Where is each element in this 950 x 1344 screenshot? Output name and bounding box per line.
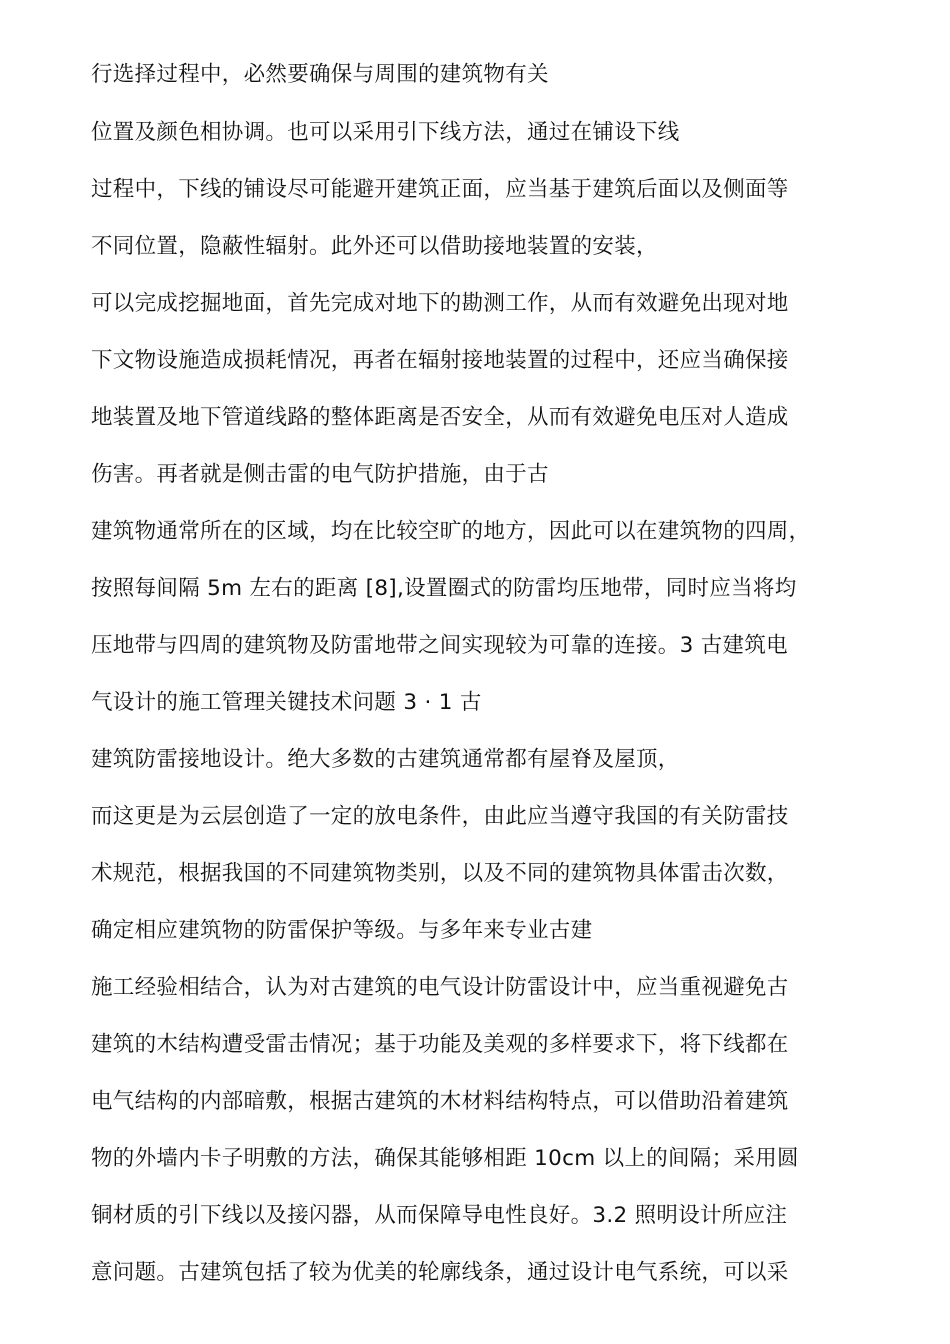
- text-line: 铜材质的引下线以及接闪器，从而保障导电性良好。3.2 照明设计所应注: [91, 1203, 788, 1228]
- text-line: 按照每间隔 5m 左右的距离 [8],设置圈式的防雷均压地带，同时应当将均: [91, 576, 797, 601]
- text-line: 不同位置，隐蔽性辐射。此外还可以借助接地装置的安装，: [91, 234, 658, 259]
- text-line: 建筑的木结构遭受雷击情况；基于功能及美观的多样要求下，将下线都在: [91, 1032, 789, 1057]
- text-line: 术规范，根据我国的不同建筑物类别，以及不同的建筑物具体雷击次数，: [91, 861, 789, 886]
- text-line: 伤害。再者就是侧击雷的电气防护措施，由于古: [91, 462, 549, 487]
- text-line: 下文物设施造成损耗情况，再者在辐射接地装置的过程中，还应当确保接: [91, 348, 789, 373]
- text-line: 可以完成挖掘地面，首先完成对地下的勘测工作，从而有效避免出现对地: [91, 291, 789, 316]
- text-line: 而这更是为云层创造了一定的放电条件，由此应当遵守我国的有关防雷技: [91, 804, 789, 829]
- text-line: 确定相应建筑物的防雷保护等级。与多年来专业古建: [91, 918, 593, 943]
- text-line: 意问题。古建筑包括了较为优美的轮廓线条，通过设计电气系统，可以采: [91, 1260, 789, 1285]
- text-line: 地装置及地下管道线路的整体距离是否安全，从而有效避免电压对人造成: [91, 405, 789, 430]
- text-line: 物的外墙内卡子明敷的方法，确保其能够相距 10cm 以上的间隔；采用圆: [91, 1146, 799, 1171]
- text-line: 气设计的施工管理关键技术问题 3 · 1 古: [91, 690, 482, 715]
- text-line: 位置及颜色相协调。也可以采用引下线方法，通过在铺设下线: [91, 120, 680, 145]
- text-line: 施工经验相结合，认为对古建筑的电气设计防雷设计中，应当重视避免古: [91, 975, 789, 1000]
- text-line: 压地带与四周的建筑物及防雷地带之间实现较为可靠的连接。3 古建筑电: [91, 633, 788, 658]
- text-line: 建筑物通常所在的区域，均在比较空旷的地方，因此可以在建筑物的四周，: [91, 519, 811, 544]
- text-line: 行选择过程中，必然要确保与周围的建筑物有关: [91, 62, 549, 87]
- text-line: 过程中，下线的铺设尽可能避开建筑正面，应当基于建筑后面以及侧面等: [91, 177, 789, 202]
- text-line: 电气结构的内部暗敷，根据古建筑的木材料结构特点，可以借助沿着建筑: [91, 1089, 789, 1114]
- text-line: 建筑防雷接地设计。绝大多数的古建筑通常都有屋脊及屋顶，: [91, 747, 680, 772]
